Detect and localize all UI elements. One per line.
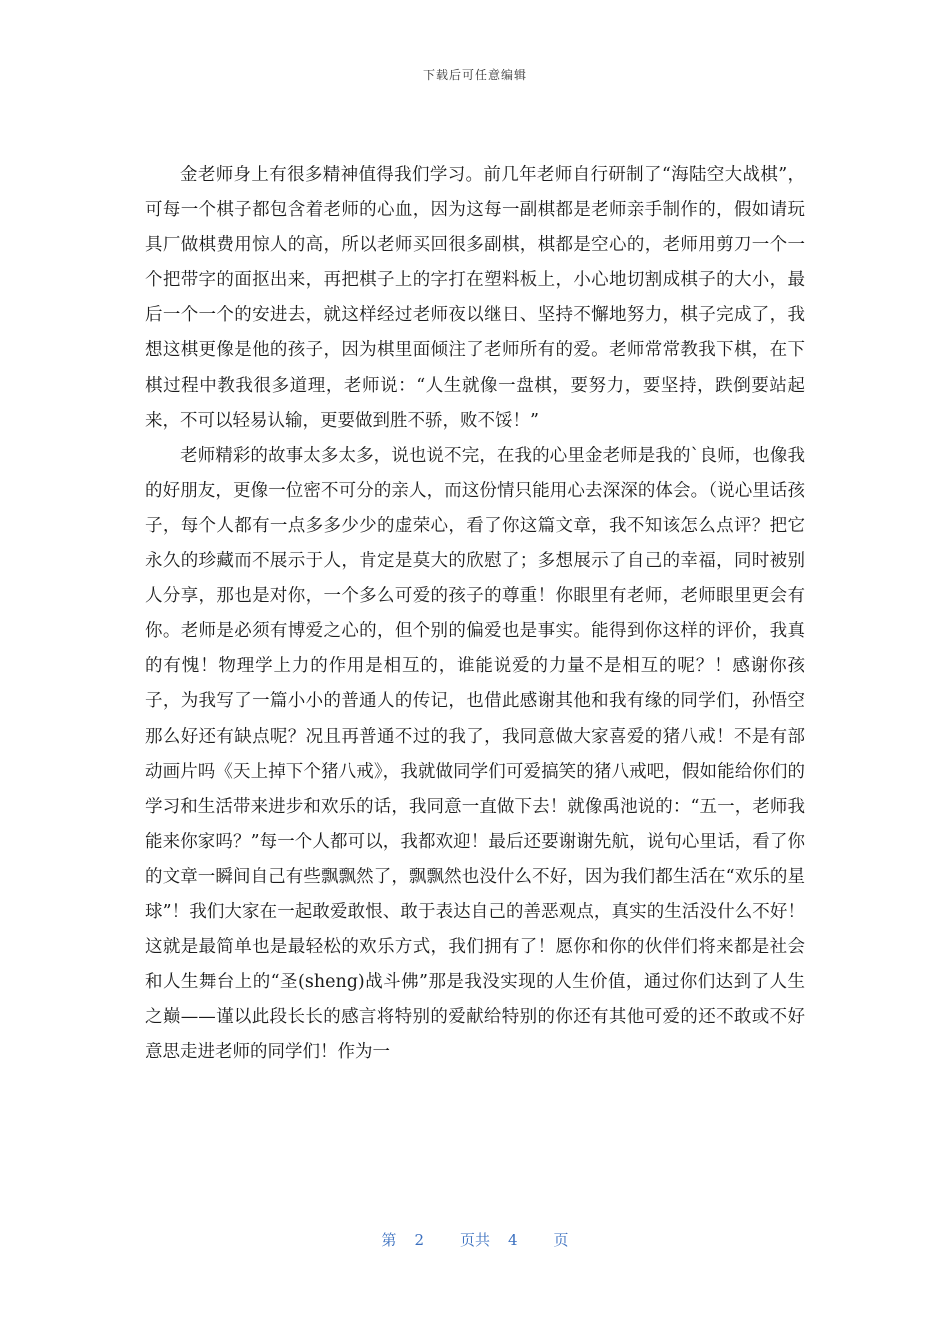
document-body	[145, 158, 805, 1070]
body-paragraph: 老师精彩的故事太多太多，说也说不完，在我的心里金老师是我的`良师，也像我的好朋友，更像一位密不可分的亲人，而这份情只能用心去深深的体会。（说心里话孩子，每个人都有一点多多少少的虚荣心，看了你这篇文章，我不知该怎么点评？把它永久的珍藏而不展示于人，肯定是莫大的欣慰了；多想展示了自己的幸福，同时被别人分享，那也是对你，一个多么可爱的孩子的尊重！你眼里有老师，老师眼里更会有你。老师是必须有博爱之心的，但个别的偏爱也是事实。能得到你这样的评价，我真的有愧！物理学上力的作用是相互的，谁能说爱的力量不是相互的呢？！感谢你孩子，为我写了一篇小小的普通人的传记，也借此感谢其他和我有缘的同学们，孙悟空那么好还有缺点呢？况且再普通不过的我了，我同意做大家喜爱的猪八戒！不是有部动画片吗《天上掉下个猪八戒》，我就做同学们可爱搞笑的猪八戒吧，假如能给你们的学习和生活带来进步和欢乐的话，我同意一直做下去！就像禹池说的：“五一，老师我能来你家吗？”每一个人都可以，我都欢迎！最后还要谢谢先航，说句心里话，看了你的文章一瞬间自己有些飘飘然了，飘飘然也没什么不好，因为我们都生活在“欢乐的星球”！我们大家在一起敢爱敢恨、敢于表达自己的善恶观点，真实的生活没什么不好！这就是最简单也是最轻松的欢乐方式，我们拥有了！愿你和你的伙伴们将来都是社会和人生舞台上的“圣(sheng)战斗佛”那是我没实现的人生价值，通过你们达到了人生之巅——谨以此段长长的感言将特别的爱献给特别的你还有其他可爱的还不敢或不好意思走进老师的同学们！作为一	[145, 445, 805, 1063]
page-number-middle: 页共	[459, 1231, 490, 1249]
page-number-prefix: 第	[381, 1231, 397, 1249]
page-number-footer	[0, 1229, 950, 1250]
page-number-suffix: 页	[553, 1231, 569, 1249]
page-header-note: 下载后可任意编辑	[422, 68, 527, 82]
body-paragraph: 金老师身上有很多精神值得我们学习。前几年老师自行研制了“海陆空大战棋”，可每一个棋子都包含着老师的心血，因为这每一副棋都是老师亲手制作的，假如请玩具厂做棋费用惊人的高，所以老师买回很多副棋，棋都是空心的，老师用剪刀一个一个把带字的面抠出来，再把棋子上的字打在塑料板上，小心地切割成棋子的大小，最后一个一个的安进去，就这样经过老师夜以继日、坚持不懈地努力，棋子完成了，我想这棋更像是他的孩子，因为棋里面倾注了老师所有的爱。老师常常教我下棋，在下棋过程中教我很多道理，老师说：“人生就像一盘棋，要努力，要坚持，跌倒要站起来，不可以轻易认输，更要做到胜不骄，败不馁！”	[145, 165, 805, 431]
current-page-number: 2	[414, 1231, 424, 1249]
total-page-number: 4	[508, 1231, 518, 1249]
